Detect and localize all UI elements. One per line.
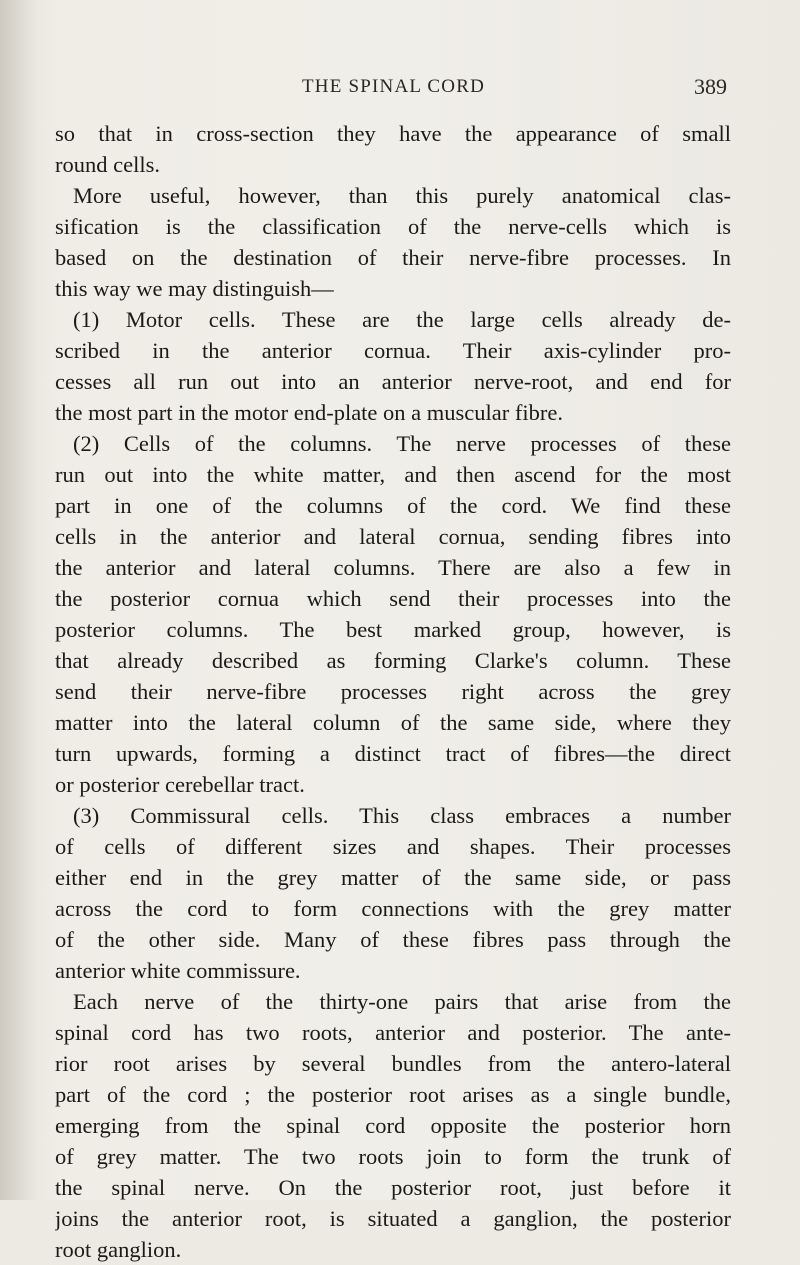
text-line: of grey matter. The two roots join to form the trunk of bbox=[55, 1144, 731, 1169]
text-line: the anterior and lateral columns. There are also a few in bbox=[55, 555, 731, 580]
running-head: THE SPINAL CORD bbox=[302, 76, 486, 97]
page-number: 389 bbox=[694, 74, 727, 99]
text-line: run out into the white matter, and then ascend for the most bbox=[55, 462, 731, 487]
text-line: across the cord to form connections with the grey matter bbox=[55, 896, 731, 921]
text-line: spinal cord has two roots, anterior and posterior. The ante- bbox=[55, 1020, 731, 1045]
text-line: based on the destination of their nerve-fibre processes. In bbox=[55, 245, 731, 270]
text-line: anterior white commissure. bbox=[55, 958, 301, 983]
text-line: matter into the lateral column of the same side, where they bbox=[55, 710, 731, 735]
text-line: sification is the classification of the nerve-cells which is bbox=[55, 214, 731, 239]
text-line: cells in the anterior and lateral cornua, sending fibres into bbox=[55, 524, 731, 549]
text-line: round cells. bbox=[55, 152, 160, 177]
text-line: (2) Cells of the columns. The nerve processes of these bbox=[73, 431, 731, 456]
binding-shadow bbox=[0, 0, 38, 1200]
text-line: posterior columns. The best marked group, however, is bbox=[55, 617, 731, 642]
text-line: this way we may distinguish— bbox=[55, 276, 334, 301]
text-line: or posterior cerebellar tract. bbox=[55, 772, 305, 797]
text-line: the spinal nerve. On the posterior root, just before it bbox=[55, 1175, 731, 1200]
text-line: rior root arises by several bundles from the antero-lateral bbox=[55, 1051, 731, 1076]
text-line: the most part in the motor end-plate on a muscular fibre. bbox=[55, 400, 563, 425]
text-line: (1) Motor cells. These are the large cells already de- bbox=[73, 307, 731, 332]
text-line: Each nerve of the thirty-one pairs that arise from the bbox=[73, 989, 731, 1014]
text-line: joins the anterior root, is situated a ganglion, the posterior bbox=[55, 1206, 731, 1231]
text-line: of cells of different sizes and shapes. Their processes bbox=[55, 834, 731, 859]
text-line: that already described as forming Clarke's column. These bbox=[55, 648, 731, 673]
text-line: so that in cross-section they have the appearance of small bbox=[55, 121, 731, 146]
text-line: root ganglion. bbox=[55, 1237, 182, 1262]
text-line: the posterior cornua which send their processes into the bbox=[55, 586, 731, 611]
text-line: scribed in the anterior cornua. Their axis-cylinder pro- bbox=[55, 338, 731, 363]
text-line: part in one of the columns of the cord. We find these bbox=[55, 493, 731, 518]
page-header bbox=[0, 74, 800, 104]
text-line: More useful, however, than this purely anatomical clas- bbox=[73, 183, 731, 208]
text-line: (3) Commissural cells. This class embraces a number bbox=[73, 803, 731, 828]
text-line: emerging from the spinal cord opposite the posterior horn bbox=[55, 1113, 731, 1138]
text-line: send their nerve-fibre processes right across the grey bbox=[55, 679, 731, 704]
body-text bbox=[55, 118, 731, 1265]
text-line: turn upwards, forming a distinct tract of fibres—the direct bbox=[55, 741, 731, 766]
text-line: part of the cord ; the posterior root arises as a single bundle, bbox=[55, 1082, 731, 1107]
text-line: of the other side. Many of these fibres pass through the bbox=[55, 927, 731, 952]
text-line: cesses all run out into an anterior nerve-root, and end for bbox=[55, 369, 731, 394]
text-line: either end in the grey matter of the same side, or pass bbox=[55, 865, 731, 890]
